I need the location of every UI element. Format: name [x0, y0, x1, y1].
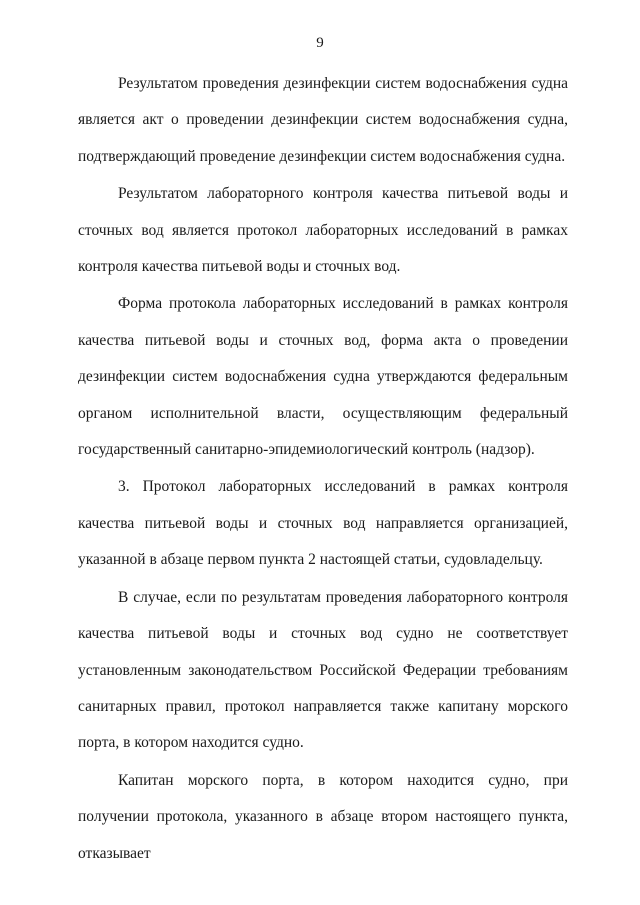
- paragraph-protocol-form: Форма протокола лабораторных исследований в рамках контроля качества питьевой воды и сточных вод, форма акта о проведении дезинфекции систем водоснабжения судна утверждаются федеральным органом исполнительной власти, осуществляющим федеральный государственный санитарно-эпидемиологический контроль (надзор).: [78, 295, 568, 459]
- paragraph-item-3-protocol-sent: 3. Протокол лабораторных исследований в рамках контроля качества питьевой воды и сточных вод направляется организацией, указанной в абзаце первом пункта 2 настоящей статьи, судовладельцу.: [78, 478, 568, 569]
- paragraph-disinfection-act: Результатом проведения дезинфекции систем водоснабжения судна является акт о проведении дезинфекции систем водоснабжения судна, подтверждающий проведение дезинфекции систем водоснабжения судна.: [78, 75, 568, 165]
- page-number: 9: [316, 35, 324, 51]
- document-body: [78, 66, 568, 872]
- paragraph-lab-control-result: Результатом лабораторного контроля качества питьевой воды и сточных вод является протокол лабораторных исследований в рамках контроля качества питьевой воды и сточных вод.: [78, 185, 568, 276]
- paragraph-non-compliance: В случае, если по результатам проведения лабораторного контроля качества питьевой воды и сточных вод судно не соответствует установленным законодательством Российской Федерации требованиям санитарных правил, протокол направляется также капитану морского порта, в котором находится судно.: [78, 588, 568, 752]
- paragraph-port-captain: Капитан морского порта, в котором находится судно, при получении протокола, указанного в абзаце втором настоящего пункта, отказывает: [78, 771, 568, 862]
